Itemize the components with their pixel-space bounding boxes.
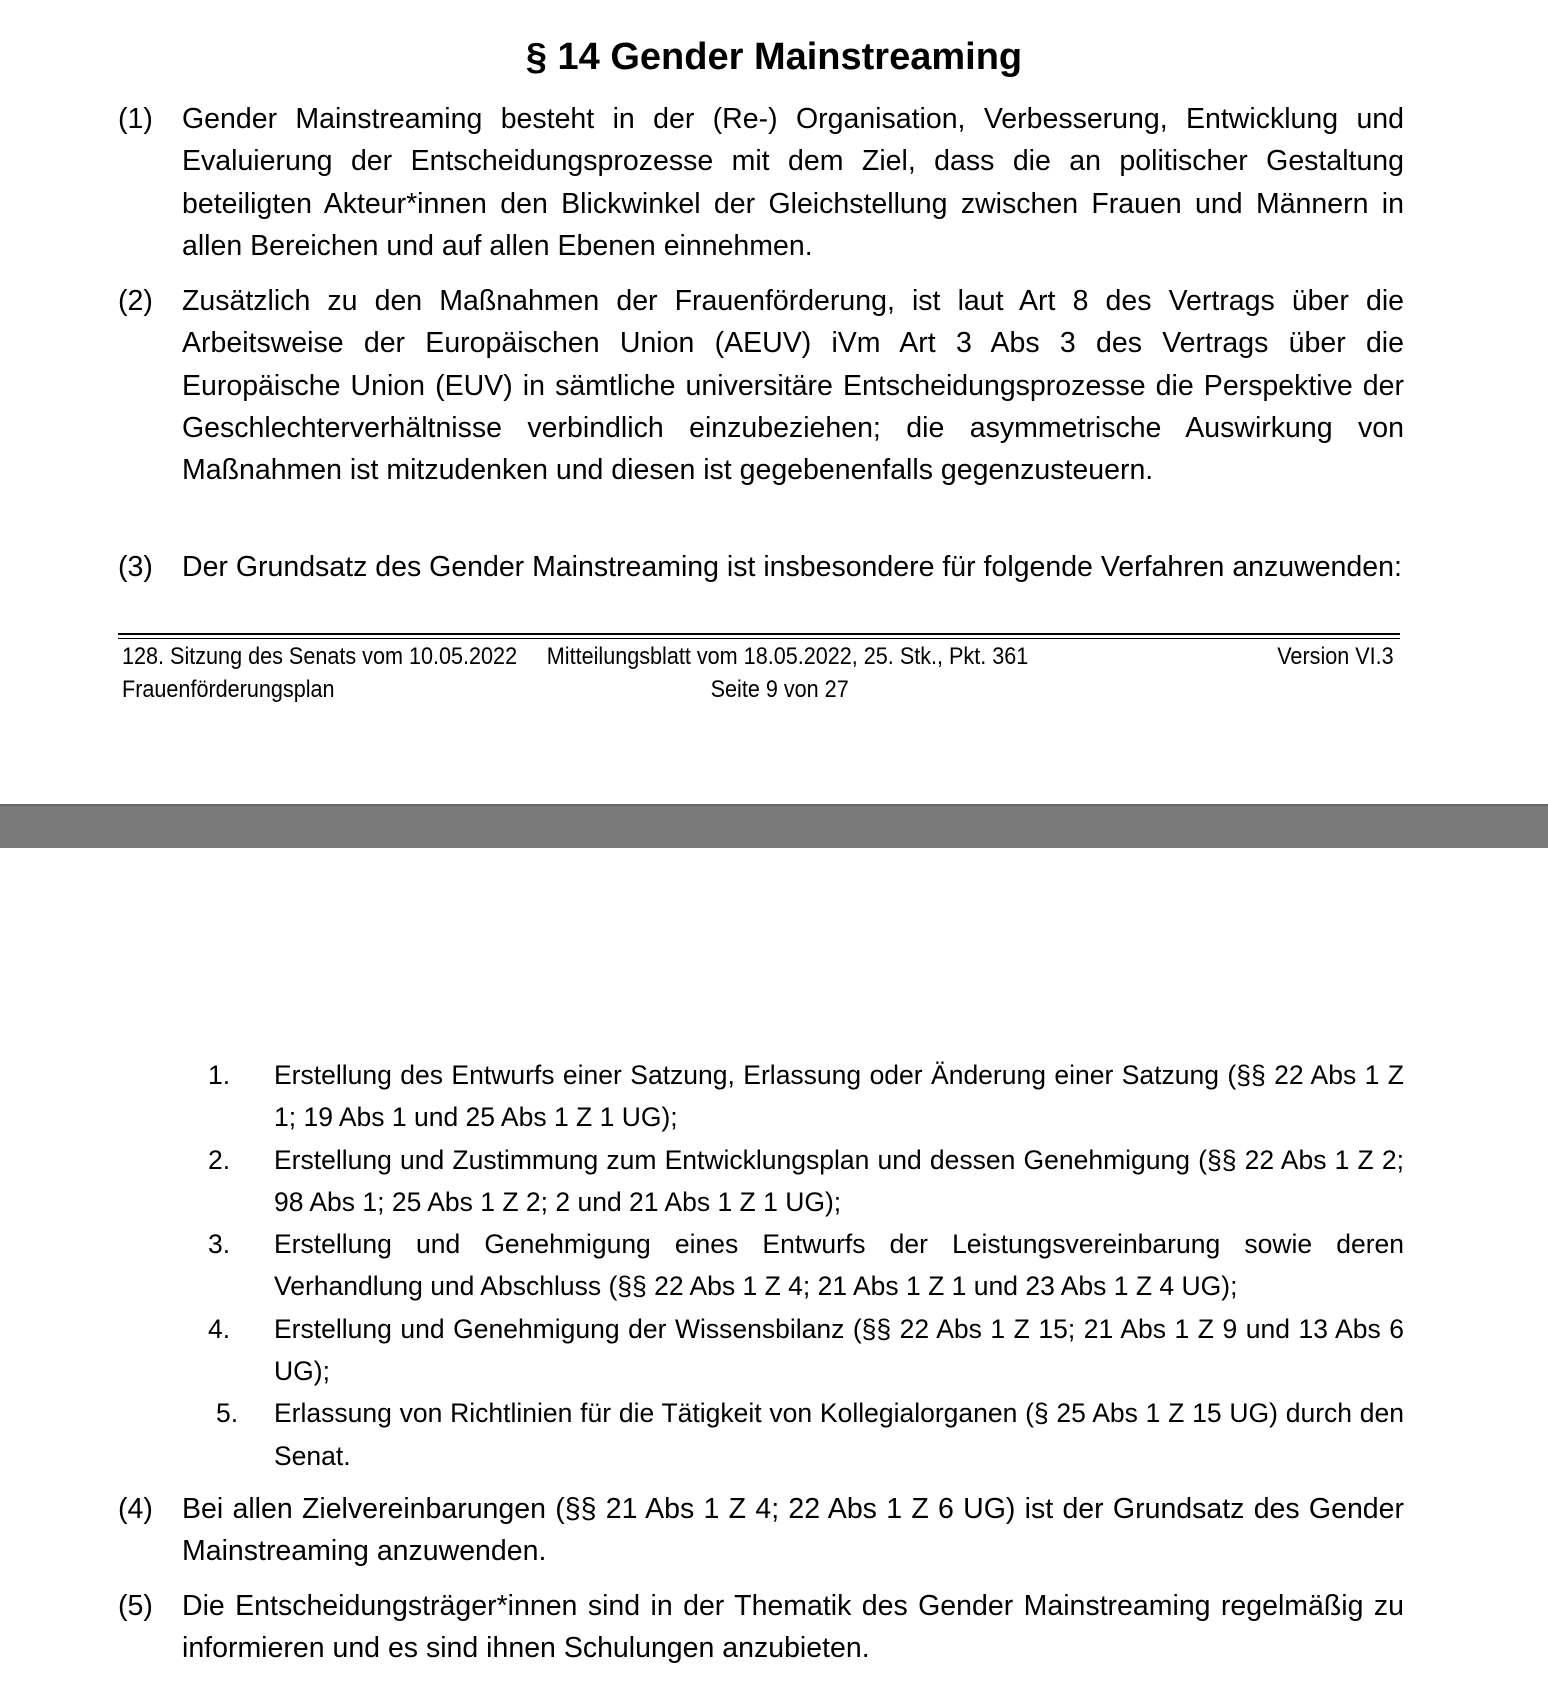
- list-item-text: Erstellung und Genehmigung eines Entwurfs der Leistungsvereinbarung sowie deren Verhandlung und Abschluss (§§ 22 Abs 1 Z 4; 21 Abs 1 Z 1 und 23 Abs 1 Z 4 UG);: [274, 1229, 1404, 1302]
- list-item: [208, 1392, 1404, 1477]
- pdf-page-9: [0, 0, 1548, 804]
- paragraph-text: Bei allen Zielvereinbarungen (§§ 21 Abs 1 Z 4; 22 Abs 1 Z 6 UG) ist der Grundsatz des Gender Mainstreaming anzuwenden.: [182, 1493, 1404, 1568]
- paragraph-number: (2): [118, 285, 153, 317]
- paragraph-number: (4): [118, 1493, 153, 1525]
- list-item-number: 3.: [208, 1229, 231, 1260]
- list-item-number: 4.: [208, 1313, 231, 1344]
- footer-bulletin: Mitteilungsblatt vom 18.05.2022, 25. Stk., Pkt. 361: [546, 643, 1029, 670]
- paragraph-4: [118, 1488, 1404, 1573]
- list-item-number: 2.: [208, 1144, 231, 1175]
- paragraph-3: [118, 546, 1404, 588]
- list-item-text: Erstellung des Entwurfs einer Satzung, Erlassung oder Änderung einer Satzung (§§ 22 Abs 1 Z 1; 19 Abs 1 und 25 Abs 1 Z 1 UG);: [274, 1060, 1404, 1133]
- list-item: [208, 1308, 1404, 1393]
- paragraph-2: [118, 280, 1404, 491]
- list-item-number: 1.: [208, 1060, 231, 1090]
- paragraph-number: (1): [118, 103, 153, 135]
- page-footer: [122, 640, 1394, 706]
- pdf-page-10: [0, 848, 1548, 1708]
- paragraph-5: [118, 1585, 1404, 1670]
- list-item: [208, 1139, 1404, 1224]
- paragraph-text: Zusätzlich zu den Maßnahmen der Frauenförderung, ist laut Art 8 des Vertrags über die Arbeitsweise der Europäischen Union (AEUV) iVm Art 3 Abs 3 des Vertrags über die Europäische Union (EUV) in sämtliche universitäre Entscheidungsprozesse die Perspektive der Geschlechterverhältnisse verbindlich einzubeziehen; die asymmetrische Auswirkung von Maßnahmen ist mitzudenken und diesen ist gegebenenfalls gegenzusteuern.: [182, 285, 1404, 487]
- paragraph-number: (3): [118, 551, 153, 583]
- footer-document-name: Frauenförderungsplan: [122, 676, 335, 703]
- procedure-list: [208, 1054, 1404, 1477]
- footer-divider: [118, 633, 1400, 639]
- list-item-number: 5.: [216, 1398, 239, 1429]
- paragraph-text: Gender Mainstreaming besteht in der (Re-) Organisation, Verbesserung, Entwicklung und Evaluierung der Entscheidungsprozesse mit dem Ziel, dass die an politischer Gestaltung beteiligten Akteur*innen den Blickwinkel der Gleichstellung zwischen Frauen und Männern in allen Bereichen und auf allen Ebenen einnehmen.: [182, 103, 1404, 262]
- list-item-text: Erstellung und Genehmigung der Wissensbilanz (§§ 22 Abs 1 Z 15; 21 Abs 1 Z 9 und 13 Abs 6 UG);: [274, 1313, 1404, 1387]
- list-item-text: Erlassung von Richtlinien für die Tätigkeit von Kollegialorganen (§ 25 Abs 1 Z 15 UG) durch den Senat.: [274, 1398, 1404, 1471]
- footer-session: 128. Sitzung des Senats vom 10.05.2022: [122, 643, 518, 670]
- paragraph-text: Der Grundsatz des Gender Mainstreaming ist insbesondere für folgende Verfahren anzuwenden:: [182, 551, 1402, 583]
- paragraph-text: Die Entscheidungsträger*innen sind in der Thematik des Gender Mainstreaming regelmäßig zu informieren und es sind ihnen Schulungen anzubieten.: [182, 1590, 1404, 1665]
- section-title: § 14 Gender Mainstreaming: [525, 36, 1023, 78]
- list-item-text: Erstellung und Zustimmung zum Entwicklungsplan und dessen Genehmigung (§§ 22 Abs 1 Z 2; 98 Abs 1; 25 Abs 1 Z 2; 2 und 21 Abs 1 Z 1 UG);: [274, 1144, 1404, 1217]
- paragraph-1: [118, 98, 1404, 267]
- footer-version: Version VI.3: [1277, 643, 1394, 670]
- paragraph-number: (5): [118, 1590, 153, 1622]
- page-separator: [0, 804, 1548, 848]
- list-item: [208, 1054, 1404, 1139]
- footer-page-number: Seite 9 von 27: [710, 676, 849, 703]
- list-item: [208, 1223, 1404, 1308]
